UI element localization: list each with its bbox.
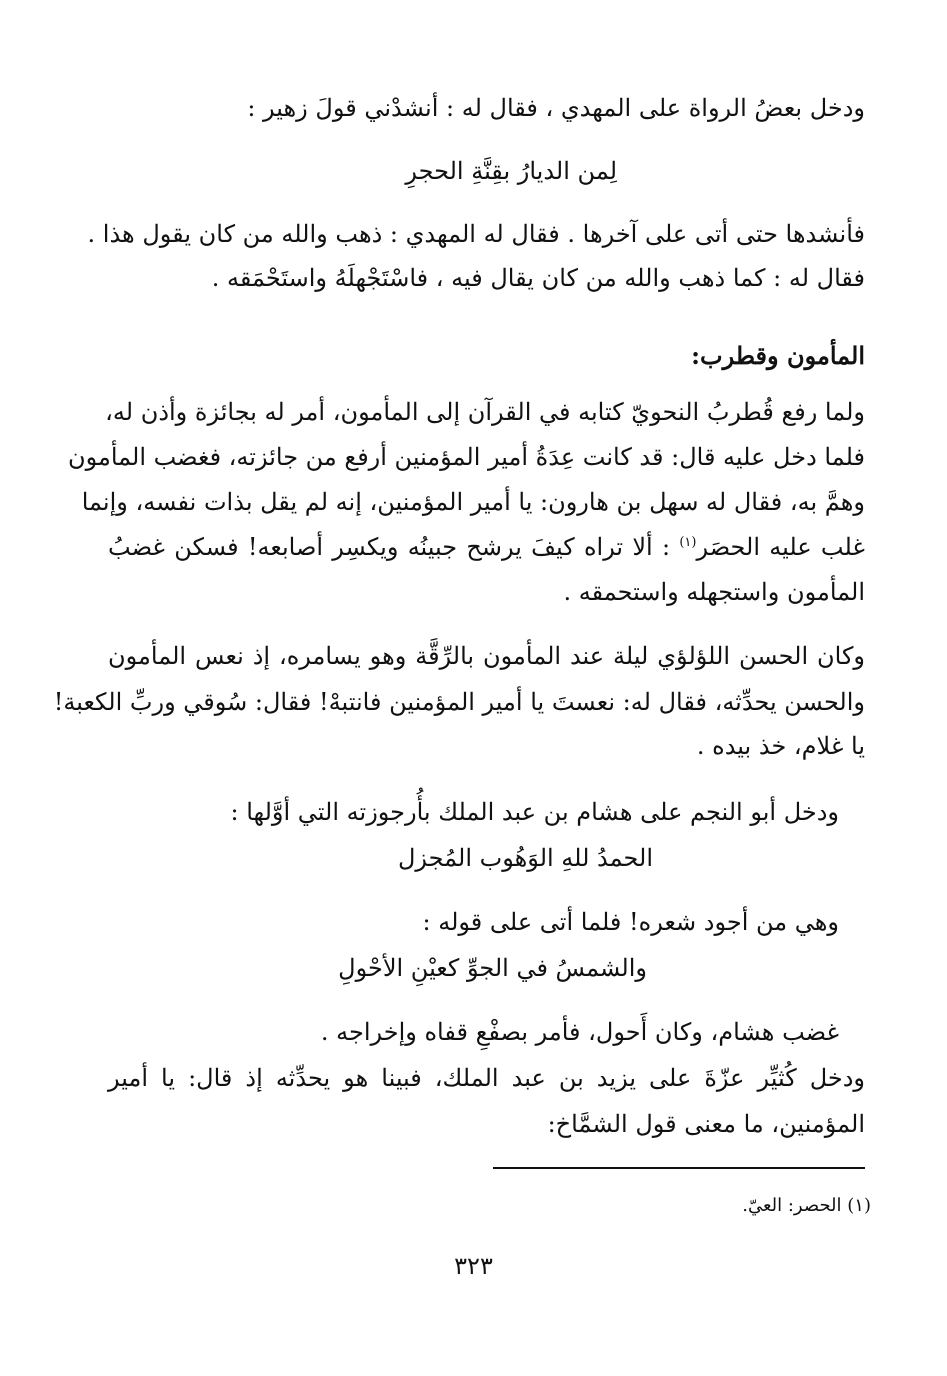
- text-line-5: فلما دخل عليه قال: قد كانت عِدَةُ أمير المؤمنين أرفع من جائزته، فغضب المأمون: [67, 443, 865, 471]
- text-line-12: ودخل أبو النجم على هشام بن عبد الملك بأُرجوزته التي أوَّلها :: [230, 798, 839, 826]
- footnote-separator: [493, 1167, 865, 1169]
- text-line-1: ودخل بعضُ الرواة على المهدي ، فقال له : أنشدْني قولَ زهير :: [247, 94, 865, 122]
- verse-line-2: الحمدُ للهِ الوَهُوب المُجزل: [397, 844, 653, 872]
- text-line-11: يا غلام، خذ بيده .: [696, 732, 865, 760]
- text-line-7-part-1: غلب عليه الحصَر: [696, 533, 865, 561]
- footnote-reference: (١): [679, 535, 697, 550]
- text-line-6: وهمَّ به، فقال له سهل بن هارون: يا أمير المؤمنين، إنه لم يقل بذات نفسه، وإنما: [81, 488, 865, 516]
- text-line-9: وكان الحسن اللؤلؤي ليلة عند المأمون بالرِّقَّة وهو يسامره، إذ نعس المأمون: [108, 642, 865, 670]
- text-line-7: [108, 531, 865, 563]
- text-line-8: المأمون واستجهله واستحمقه .: [563, 578, 865, 606]
- text-line-15: ودخل كُثيِّر عزّةَ على يزيد بن عبد الملك، فبينا هو يحدِّثه إذ قال: يا أمير: [108, 1064, 865, 1092]
- verse-line-1: لِمن الديارُ بقِنَّةِ الحجرِ: [405, 157, 617, 185]
- text-line-3: فقال له : كما ذهب والله من كان يقال فيه ، فاسْتَجْهلَهُ واستَحْمَقه .: [211, 264, 865, 292]
- text-line-13: وهي من أجود شعره! فلما أتى على قوله :: [422, 908, 839, 936]
- section-heading: المأمون وقطرب:: [691, 341, 865, 370]
- text-line-7-part-2: : ألا تراه كيفَ يرشح جبينُه ويكسِر أصابعه! فسكن غضبُ: [108, 533, 671, 561]
- text-line-4: ولما رفع قُطربُ النحويّ كتابه في القرآن إلى المأمون، أمر له بجائزة وأذن له،: [105, 398, 865, 426]
- text-line-2: فأنشدها حتى أتى على آخرها . فقال له المهدي : ذهب والله من كان يقول هذا .: [87, 220, 865, 248]
- footnote: (١) الحصر: العيّ.: [742, 1195, 871, 1216]
- text-line-10: والحسن يحدِّثه، فقال له: نعستَ يا أمير المؤمنين فانتبهْ! فقال: سُوقي وربِّ الكعبة!: [53, 688, 865, 716]
- text-line-16: المؤمنين، ما معنى قول الشمَّاخ:: [547, 1110, 865, 1138]
- page-number: ٣٢٣: [454, 1252, 493, 1280]
- verse-line-3: والشمسُ في الجوِّ كعيْنِ الأحْولِ: [338, 954, 647, 982]
- text-line-14: غضب هشام، وكان أَحول، فأمر بصفْعِ قفاه وإخراجه .: [320, 1018, 839, 1046]
